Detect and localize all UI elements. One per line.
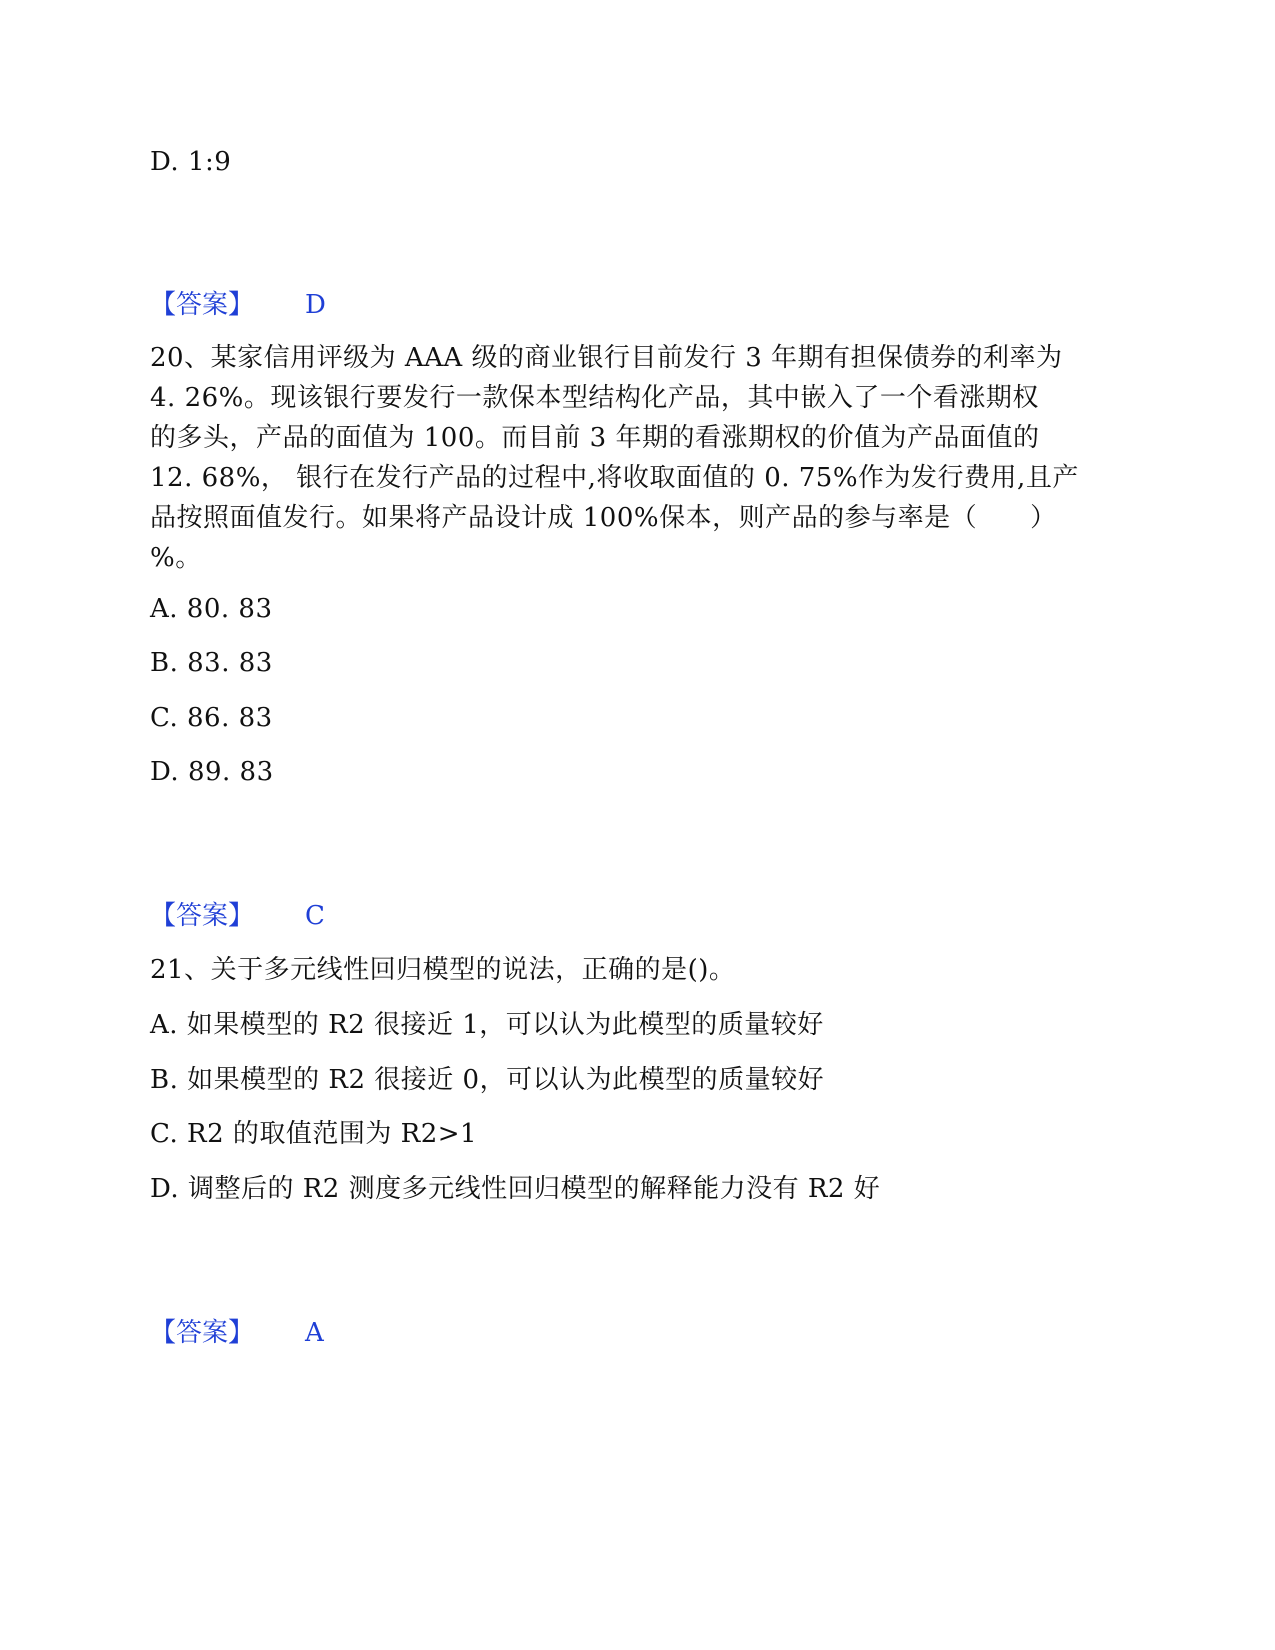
answer-value: A — [305, 1318, 324, 1348]
q21-option-b: B. 如果模型的 R2 很接近 0，可以认为此模型的质量较好 — [150, 1065, 825, 1095]
q21-answer-row — [150, 1318, 324, 1348]
answer-value: D — [305, 290, 326, 320]
q20-option-b: B. 83. 83 — [150, 648, 273, 678]
q20-stem-line: 的多头，产品的面值为 100。而目前 3 年期的看涨期权的价值为产品面值的 — [150, 423, 1040, 453]
q20-stem-line: 品按照面值发行。如果将产品设计成 100%保本，则产品的参与率是（ ） — [150, 503, 1057, 533]
answer-label: 【答案】 — [150, 901, 255, 931]
q21-option-a: A. 如果模型的 R2 很接近 1，可以认为此模型的质量较好 — [150, 1010, 824, 1040]
answer-value: C — [305, 901, 325, 931]
q20-option-a: A. 80. 83 — [150, 594, 273, 624]
q20-option-c: C. 86. 83 — [150, 703, 273, 733]
q21-option-d: D. 调整后的 R2 测度多元线性回归模型的解释能力没有 R2 好 — [150, 1174, 881, 1204]
q20-stem-line: 4. 26%。现该银行要发行一款保本型结构化产品，其中嵌入了一个看涨期权 — [150, 383, 1039, 413]
q21-option-c: C. R2 的取值范围为 R2>1 — [150, 1119, 478, 1149]
q20-answer-row — [150, 901, 325, 931]
q20-option-d: D. 89. 83 — [150, 757, 274, 787]
prev-option-d: D. 1:9 — [150, 147, 232, 177]
q21-stem: 21、关于多元线性回归模型的说法，正确的是()。 — [150, 955, 736, 985]
q20-stem-line: 20、某家信用评级为 AAA 级的商业银行目前发行 3 年期有担保债券的利率为 — [150, 343, 1063, 373]
q20-stem-line: %。 — [150, 543, 202, 573]
q20-stem — [150, 338, 1130, 578]
q20-stem-line: 12. 68%， 银行在发行产品的过程中,将收取面值的 0. 75%作为发行费用,且产 — [150, 463, 1079, 493]
answer-label: 【答案】 — [150, 290, 255, 320]
prev-answer-row — [150, 290, 326, 320]
answer-label: 【答案】 — [150, 1318, 255, 1348]
